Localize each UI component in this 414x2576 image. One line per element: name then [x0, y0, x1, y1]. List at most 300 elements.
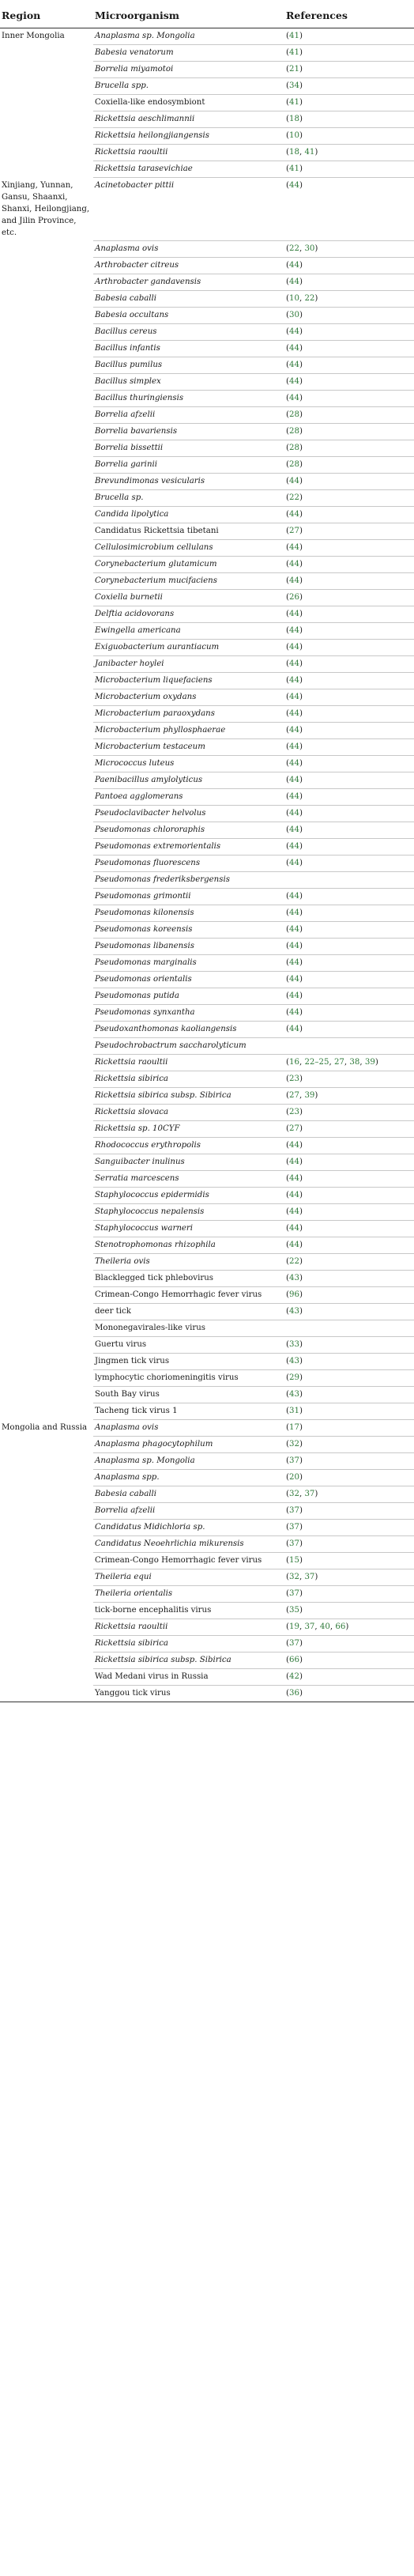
references-cell: (15) [277, 1553, 414, 1569]
region-cell [0, 424, 93, 440]
table-row [0, 1354, 414, 1370]
microorganism-cell: Babesia caballi [93, 1486, 277, 1503]
region-cell: Mongolia and Russia [2, 1422, 88, 1432]
table-row [0, 1055, 414, 1071]
table-row [0, 1188, 414, 1204]
microorganism-cell: Borrelia afzelii [93, 407, 277, 424]
references-cell: (44) [277, 1022, 414, 1038]
region-cell [0, 540, 93, 557]
reference-link[interactable]: 18 [288, 148, 299, 157]
region-cell [0, 457, 93, 474]
references-cell: (44) [277, 972, 414, 988]
references-cell: (44) [277, 988, 414, 1005]
region-cell [0, 1055, 93, 1071]
microorganism-cell: Pseudomonas koreensis [93, 922, 277, 939]
reference-link[interactable]: 10 [288, 131, 299, 140]
microorganism-cell: Coxiella burnetii [93, 590, 277, 606]
microorganism-cell: Bacillus thuringiensis [93, 391, 277, 407]
table-row [0, 1337, 414, 1354]
table-row [0, 1437, 414, 1453]
references-cell: (20) [277, 1470, 414, 1486]
region-cell [0, 523, 93, 540]
microorganism-cell: Staphylococcus nepalensis [93, 1204, 277, 1221]
reference-link[interactable]: 37 [304, 1573, 315, 1581]
table-row [0, 474, 414, 490]
table-row [0, 590, 414, 606]
reference-link[interactable]: 17 [288, 1423, 299, 1432]
reference-link[interactable]: 44 [288, 1141, 299, 1150]
reference-link[interactable]: 26 [288, 593, 299, 602]
region-cell [0, 606, 93, 623]
references-cell: (23) [277, 1105, 414, 1121]
region-cell [0, 1453, 93, 1470]
region-cell [0, 1503, 93, 1520]
microorganism-cell: Pseudomonas kilonensis [93, 905, 277, 922]
reference-link[interactable]: 44 [288, 1025, 299, 1033]
references-cell: (96) [277, 1287, 414, 1304]
microorganism-cell: Candida lipolytica [93, 507, 277, 523]
microorganism-cell: Cellulosimicrobium cellulans [93, 540, 277, 557]
reference-link[interactable]: 44 [288, 726, 299, 735]
references-cell: (16, 22–25, 27, 38, 39) [277, 1055, 414, 1071]
microorganism-cell: Candidatus Neoehrlichia mikurensis [93, 1536, 277, 1553]
region-cell [0, 673, 93, 689]
references-cell: (27) [277, 1121, 414, 1138]
region-cell [0, 95, 93, 111]
region-cell: Inner Mongolia [2, 32, 65, 40]
microorganism-cell: Bacillus pumilus [93, 357, 277, 374]
microorganism-cell: Bacillus simplex [93, 374, 277, 391]
references-cell: (42) [277, 1669, 414, 1686]
reference-link[interactable]: 35 [288, 1606, 299, 1615]
reference-link[interactable]: 38 [349, 1058, 360, 1067]
reference-link[interactable]: 44 [288, 859, 299, 867]
region-cell [0, 1154, 93, 1171]
reference-link[interactable]: 18 [288, 115, 299, 123]
references-cell: (44) [277, 723, 414, 739]
references-cell: (41) [277, 28, 414, 45]
region-cell [0, 623, 93, 640]
reference-link[interactable]: 44 [288, 377, 299, 386]
reference-link[interactable]: 44 [288, 759, 299, 768]
reference-link[interactable]: 37 [288, 1539, 299, 1548]
table-row [0, 573, 414, 590]
region-cell [0, 1486, 93, 1503]
reference-link[interactable]: 44 [288, 361, 299, 369]
reference-link[interactable]: 27 [288, 527, 299, 535]
reference-link[interactable]: 41 [288, 32, 299, 40]
references-cell: (44) [277, 623, 414, 640]
microorganism-cell: Anaplasma ovis [93, 1420, 277, 1437]
reference-link[interactable]: 32 [288, 1573, 299, 1581]
microorganism-cell: Stenotrophomonas rhizophila [93, 1237, 277, 1254]
reference-link[interactable]: 44 [288, 1241, 299, 1249]
reference-link[interactable]: 22 [288, 1257, 299, 1266]
region-cell [0, 1005, 93, 1022]
region-cell [0, 1470, 93, 1486]
table-row [0, 772, 414, 789]
region-cell [0, 1254, 93, 1271]
region-cell [0, 955, 93, 972]
microorganism-cell: Crimean-Congo Hemorrhagic fever virus [93, 1287, 277, 1304]
reference-link[interactable]: 28 [288, 444, 299, 452]
reference-link[interactable]: 44 [288, 327, 299, 336]
microorganism-cell: Rickettsia aeschlimannii [93, 111, 277, 128]
reference-link[interactable]: 39 [304, 1091, 315, 1100]
microorganism-cell: Theileria ovis [93, 1254, 277, 1271]
microorganism-cell: Anaplasma sp. Mongolia [93, 28, 277, 45]
reference-link[interactable]: 44 [288, 477, 299, 485]
reference-link[interactable]: 41 [288, 164, 299, 173]
references-cell: (22, 30) [277, 241, 414, 258]
table-row [0, 1420, 414, 1437]
reference-link[interactable]: 37 [288, 1523, 299, 1532]
region-cell [0, 1287, 93, 1304]
reference-link[interactable]: 28 [288, 427, 299, 436]
reference-link[interactable]: 44 [288, 1158, 299, 1166]
reference-link[interactable]: 44 [288, 659, 299, 668]
reference-link[interactable]: 44 [288, 510, 299, 519]
region-cell [0, 1204, 93, 1221]
microorganism-cell: Rickettsia heilongjiangensis [93, 128, 277, 145]
reference-link[interactable]: 10 [288, 294, 299, 303]
reference-link[interactable]: 44 [288, 1174, 299, 1183]
reference-link[interactable]: 44 [288, 1191, 299, 1199]
references-cell: (44) [277, 274, 414, 291]
reference-link[interactable]: 44 [288, 543, 299, 552]
reference-link[interactable]: 32 [288, 1490, 299, 1498]
reference-link[interactable]: 44 [288, 278, 299, 286]
references-cell: (44) [277, 557, 414, 573]
references-cell: (32, 37) [277, 1569, 414, 1586]
table-row [0, 62, 414, 78]
table-row [0, 839, 414, 856]
reference-link[interactable]: 44 [288, 991, 299, 1000]
references-cell: (43) [277, 1304, 414, 1320]
microorganism-cell: Exiguobacterium aurantiacum [93, 640, 277, 656]
table-row [0, 1636, 414, 1652]
microorganism-cell: Paenibacillus amylolyticus [93, 772, 277, 789]
reference-link[interactable]: 44 [288, 958, 299, 967]
table-row [0, 523, 414, 540]
reference-link[interactable]: 22 [304, 294, 315, 303]
reference-link[interactable]: 66 [288, 1656, 299, 1664]
references-cell: (37) [277, 1586, 414, 1603]
reference-link[interactable]: 16 [288, 1058, 299, 1067]
references-cell: (43) [277, 1354, 414, 1370]
table-row [0, 490, 414, 507]
references-cell: (44) [277, 739, 414, 756]
table-row [0, 1652, 414, 1669]
references-cell [277, 872, 414, 889]
table-row [0, 1619, 414, 1636]
reference-link[interactable]: 21 [288, 65, 299, 74]
region-cell [0, 1138, 93, 1154]
microorganism-cell: Corynebacterium mucifaciens [93, 573, 277, 590]
references-cell: (26) [277, 590, 414, 606]
microorganism-cell: Yanggou tick virus [93, 1686, 277, 1702]
reference-link[interactable]: 31 [288, 1407, 299, 1415]
references-cell: (18, 41) [277, 145, 414, 161]
microorganism-cell: Pseudoxanthomonas kaoliangensis [93, 1022, 277, 1038]
reference-link[interactable]: 27 [333, 1058, 344, 1067]
microorganism-cell: Candidatus Rickettsia tibetani [93, 523, 277, 540]
microorganism-cell: lymphocytic choriomeningitis virus [93, 1370, 277, 1387]
reference-link[interactable]: 29 [288, 1373, 299, 1382]
reference-link[interactable]: 37 [304, 1622, 315, 1631]
microorganism-cell: Pseudomonas frederiksbergensis [93, 872, 277, 889]
table-row [0, 440, 414, 457]
reference-link[interactable]: 44 [288, 576, 299, 585]
region-cell [0, 772, 93, 789]
table-row [0, 1154, 414, 1171]
region-cell [0, 1188, 93, 1204]
reference-link[interactable]: 66 [335, 1622, 346, 1631]
references-cell: (44) [277, 324, 414, 341]
region-cell [0, 1403, 93, 1420]
region-cell [0, 111, 93, 128]
references-cell: (44) [277, 839, 414, 856]
references-cell: (10, 22) [277, 291, 414, 308]
references-cell: (27) [277, 523, 414, 540]
reference-link[interactable]: 44 [288, 1008, 299, 1017]
reference-link[interactable]: 41 [288, 98, 299, 107]
reference-link[interactable]: 36 [288, 1689, 299, 1698]
references-cell: (44) [277, 178, 414, 241]
reference-link[interactable]: 44 [288, 181, 299, 190]
references-cell: (34) [277, 78, 414, 95]
region-cell [0, 1686, 93, 1702]
reference-link[interactable]: 44 [288, 610, 299, 618]
region-cell [0, 440, 93, 457]
reference-link[interactable]: 96 [288, 1290, 299, 1299]
reference-link[interactable]: 41 [304, 148, 315, 157]
region-cell [0, 1387, 93, 1403]
table-row [0, 1171, 414, 1188]
microorganism-cell: Pseudomonas putida [93, 988, 277, 1005]
microorganism-cell: Pseudomonas marginalis [93, 955, 277, 972]
region-cell [0, 374, 93, 391]
table-row [0, 1686, 414, 1702]
references-cell: (44) [277, 341, 414, 357]
table-row [0, 374, 414, 391]
table-row [0, 424, 414, 440]
reference-link[interactable]: 27 [288, 1091, 299, 1100]
references-cell: (44) [277, 540, 414, 557]
references-cell: (44) [277, 391, 414, 407]
microorganism-cell: Borrelia bissettii [93, 440, 277, 457]
table-row [0, 1520, 414, 1536]
reference-link[interactable]: 44 [288, 809, 299, 818]
table-row [0, 689, 414, 706]
reference-link[interactable]: 43 [288, 1274, 299, 1282]
references-cell: (44) [277, 922, 414, 939]
reference-link[interactable]: 20 [288, 1473, 299, 1482]
region-cell [0, 872, 93, 889]
table-row [0, 1088, 414, 1105]
region-cell [0, 507, 93, 523]
references-cell: (44) [277, 772, 414, 789]
reference-link[interactable]: 44 [288, 676, 299, 685]
microorganism-cell: Rickettsia sibirica subsp. Sibirica [93, 1652, 277, 1669]
references-cell: (28) [277, 407, 414, 424]
references-cell: (37) [277, 1636, 414, 1652]
reference-link[interactable]: 44 [288, 261, 299, 270]
microorganism-cell: Brevundimonas vesicularis [93, 474, 277, 490]
microorganism-cell: Rickettsia sp. 10CYF [93, 1121, 277, 1138]
microorganism-cell: Pseudomonas libanensis [93, 939, 277, 955]
references-cell: (44) [277, 673, 414, 689]
microorganism-cell: Wad Medani virus in Russia [93, 1669, 277, 1686]
references-cell: (44) [277, 573, 414, 590]
region-cell [0, 689, 93, 706]
references-cell: (44) [277, 640, 414, 656]
reference-link[interactable]: 44 [288, 892, 299, 901]
microorganism-cell: South Bay virus [93, 1387, 277, 1403]
reference-link[interactable]: 44 [288, 1207, 299, 1216]
microorganism-cell: Crimean-Congo Hemorrhagic fever virus [93, 1553, 277, 1569]
references-cell: (19, 37, 40, 66) [277, 1619, 414, 1636]
reference-link[interactable]: 44 [288, 1224, 299, 1233]
reference-link[interactable]: 44 [288, 643, 299, 652]
region-cell [0, 839, 93, 856]
references-cell: (41) [277, 161, 414, 178]
reference-link[interactable]: 44 [288, 709, 299, 718]
reference-link[interactable]: 44 [288, 942, 299, 950]
microorganism-cell: Rickettsia sibirica [93, 1636, 277, 1652]
microorganism-cell: Babesia occultans [93, 308, 277, 324]
reference-link[interactable]: 28 [288, 460, 299, 469]
reference-link[interactable]: 37 [288, 1589, 299, 1598]
table-row [0, 723, 414, 739]
references-cell: (32, 37) [277, 1486, 414, 1503]
reference-link[interactable]: 37 [288, 1506, 299, 1515]
references-cell [277, 1320, 414, 1337]
reference-link[interactable]: 44 [288, 344, 299, 353]
reference-link[interactable]: 33 [288, 1340, 299, 1349]
table-row [0, 988, 414, 1005]
reference-link[interactable]: 44 [288, 394, 299, 402]
reference-link[interactable]: 44 [288, 626, 299, 635]
table-row [0, 1569, 414, 1586]
table-row [0, 1121, 414, 1138]
table-row [0, 1221, 414, 1237]
microorganism-cell: Anaplasma phagocytophilum [93, 1437, 277, 1453]
reference-link[interactable]: 27 [288, 1124, 299, 1133]
table-row [0, 905, 414, 922]
microorganism-cell: Microbacterium oxydans [93, 689, 277, 706]
reference-link[interactable]: 43 [288, 1357, 299, 1365]
reference-link[interactable]: 44 [288, 742, 299, 751]
reference-link[interactable]: 43 [288, 1390, 299, 1399]
references-cell: (44) [277, 258, 414, 274]
references-cell: (31) [277, 1403, 414, 1420]
reference-link[interactable]: 32 [288, 1440, 299, 1449]
reference-link[interactable]: 22 [288, 244, 299, 253]
table-row [0, 1453, 414, 1470]
region-cell [0, 357, 93, 374]
microorganism-cell: Rickettsia raoultii [93, 1055, 277, 1071]
references-cell: (44) [277, 474, 414, 490]
microorganism-cell: Rickettsia sibirica [93, 1071, 277, 1088]
region-cell [0, 1603, 93, 1619]
table-row [0, 1470, 414, 1486]
region-cell [0, 308, 93, 324]
table-row [0, 1603, 414, 1619]
region-cell [0, 241, 93, 258]
reference-link[interactable]: 22 [288, 493, 299, 502]
reference-link[interactable]: 44 [288, 776, 299, 784]
region-cell [0, 1619, 93, 1636]
table-row [0, 1387, 414, 1403]
reference-link[interactable]: 30 [288, 311, 299, 319]
microorganism-cell: Pantoea agglomerans [93, 789, 277, 806]
reference-link[interactable]: 44 [288, 842, 299, 851]
reference-link[interactable]: 44 [288, 975, 299, 984]
microorganism-cell: Bacillus cereus [93, 324, 277, 341]
region-cell [0, 1320, 93, 1337]
reference-link[interactable]: 22–25 [304, 1058, 329, 1067]
reference-link[interactable]: 37 [304, 1490, 315, 1498]
microorganism-cell: Pseudomonas chlororaphis [93, 822, 277, 839]
reference-link[interactable]: 44 [288, 825, 299, 834]
reference-link[interactable]: 34 [288, 81, 299, 90]
reference-link[interactable]: 37 [288, 1639, 299, 1648]
microorganism-cell: Babesia caballi [93, 291, 277, 308]
table-row [0, 623, 414, 640]
reference-link[interactable]: 44 [288, 925, 299, 934]
microorganism-cell: Anaplasma ovis [93, 241, 277, 258]
reference-link[interactable]: 44 [288, 792, 299, 801]
references-cell: (44) [277, 507, 414, 523]
reference-link[interactable]: 43 [288, 1307, 299, 1316]
reference-link[interactable]: 28 [288, 410, 299, 419]
reference-link[interactable]: 19 [288, 1622, 299, 1631]
references-cell: (44) [277, 606, 414, 623]
reference-link[interactable]: 44 [288, 908, 299, 917]
region-cell: Xinjiang, Yunnan, Gansu, Shaanxi, Shanxi, Heilongjiang, and Jilin Province, etc. [2, 180, 90, 237]
reference-link[interactable]: 37 [288, 1456, 299, 1465]
table-row [0, 656, 414, 673]
table-row [0, 161, 414, 178]
table-row [0, 45, 414, 62]
region-cell [0, 905, 93, 922]
reference-link[interactable]: 44 [288, 560, 299, 568]
microorganism-cell: Sanguibacter inulinus [93, 1154, 277, 1171]
reference-link[interactable]: 23 [288, 1075, 299, 1083]
reference-link[interactable]: 40 [319, 1622, 330, 1631]
table-row [0, 1304, 414, 1320]
microorganism-cell: Brucella sp. [93, 490, 277, 507]
reference-link[interactable]: 41 [288, 48, 299, 57]
header-row [0, 0, 414, 28]
microorganism-cell: Rickettsia sibirica subsp. Sibirica [93, 1088, 277, 1105]
table-row [0, 1403, 414, 1420]
table-row [0, 1287, 414, 1304]
reference-link[interactable]: 44 [288, 693, 299, 701]
table-row [0, 955, 414, 972]
reference-link[interactable]: 30 [304, 244, 315, 253]
region-cell [0, 640, 93, 656]
reference-link[interactable]: 23 [288, 1108, 299, 1116]
references-cell: (30) [277, 308, 414, 324]
reference-link[interactable]: 15 [288, 1556, 299, 1565]
references-cell [277, 1038, 414, 1055]
reference-link[interactable]: 42 [288, 1672, 299, 1681]
table-row [0, 872, 414, 889]
reference-link[interactable]: 39 [364, 1058, 375, 1067]
region-cell [0, 1652, 93, 1669]
